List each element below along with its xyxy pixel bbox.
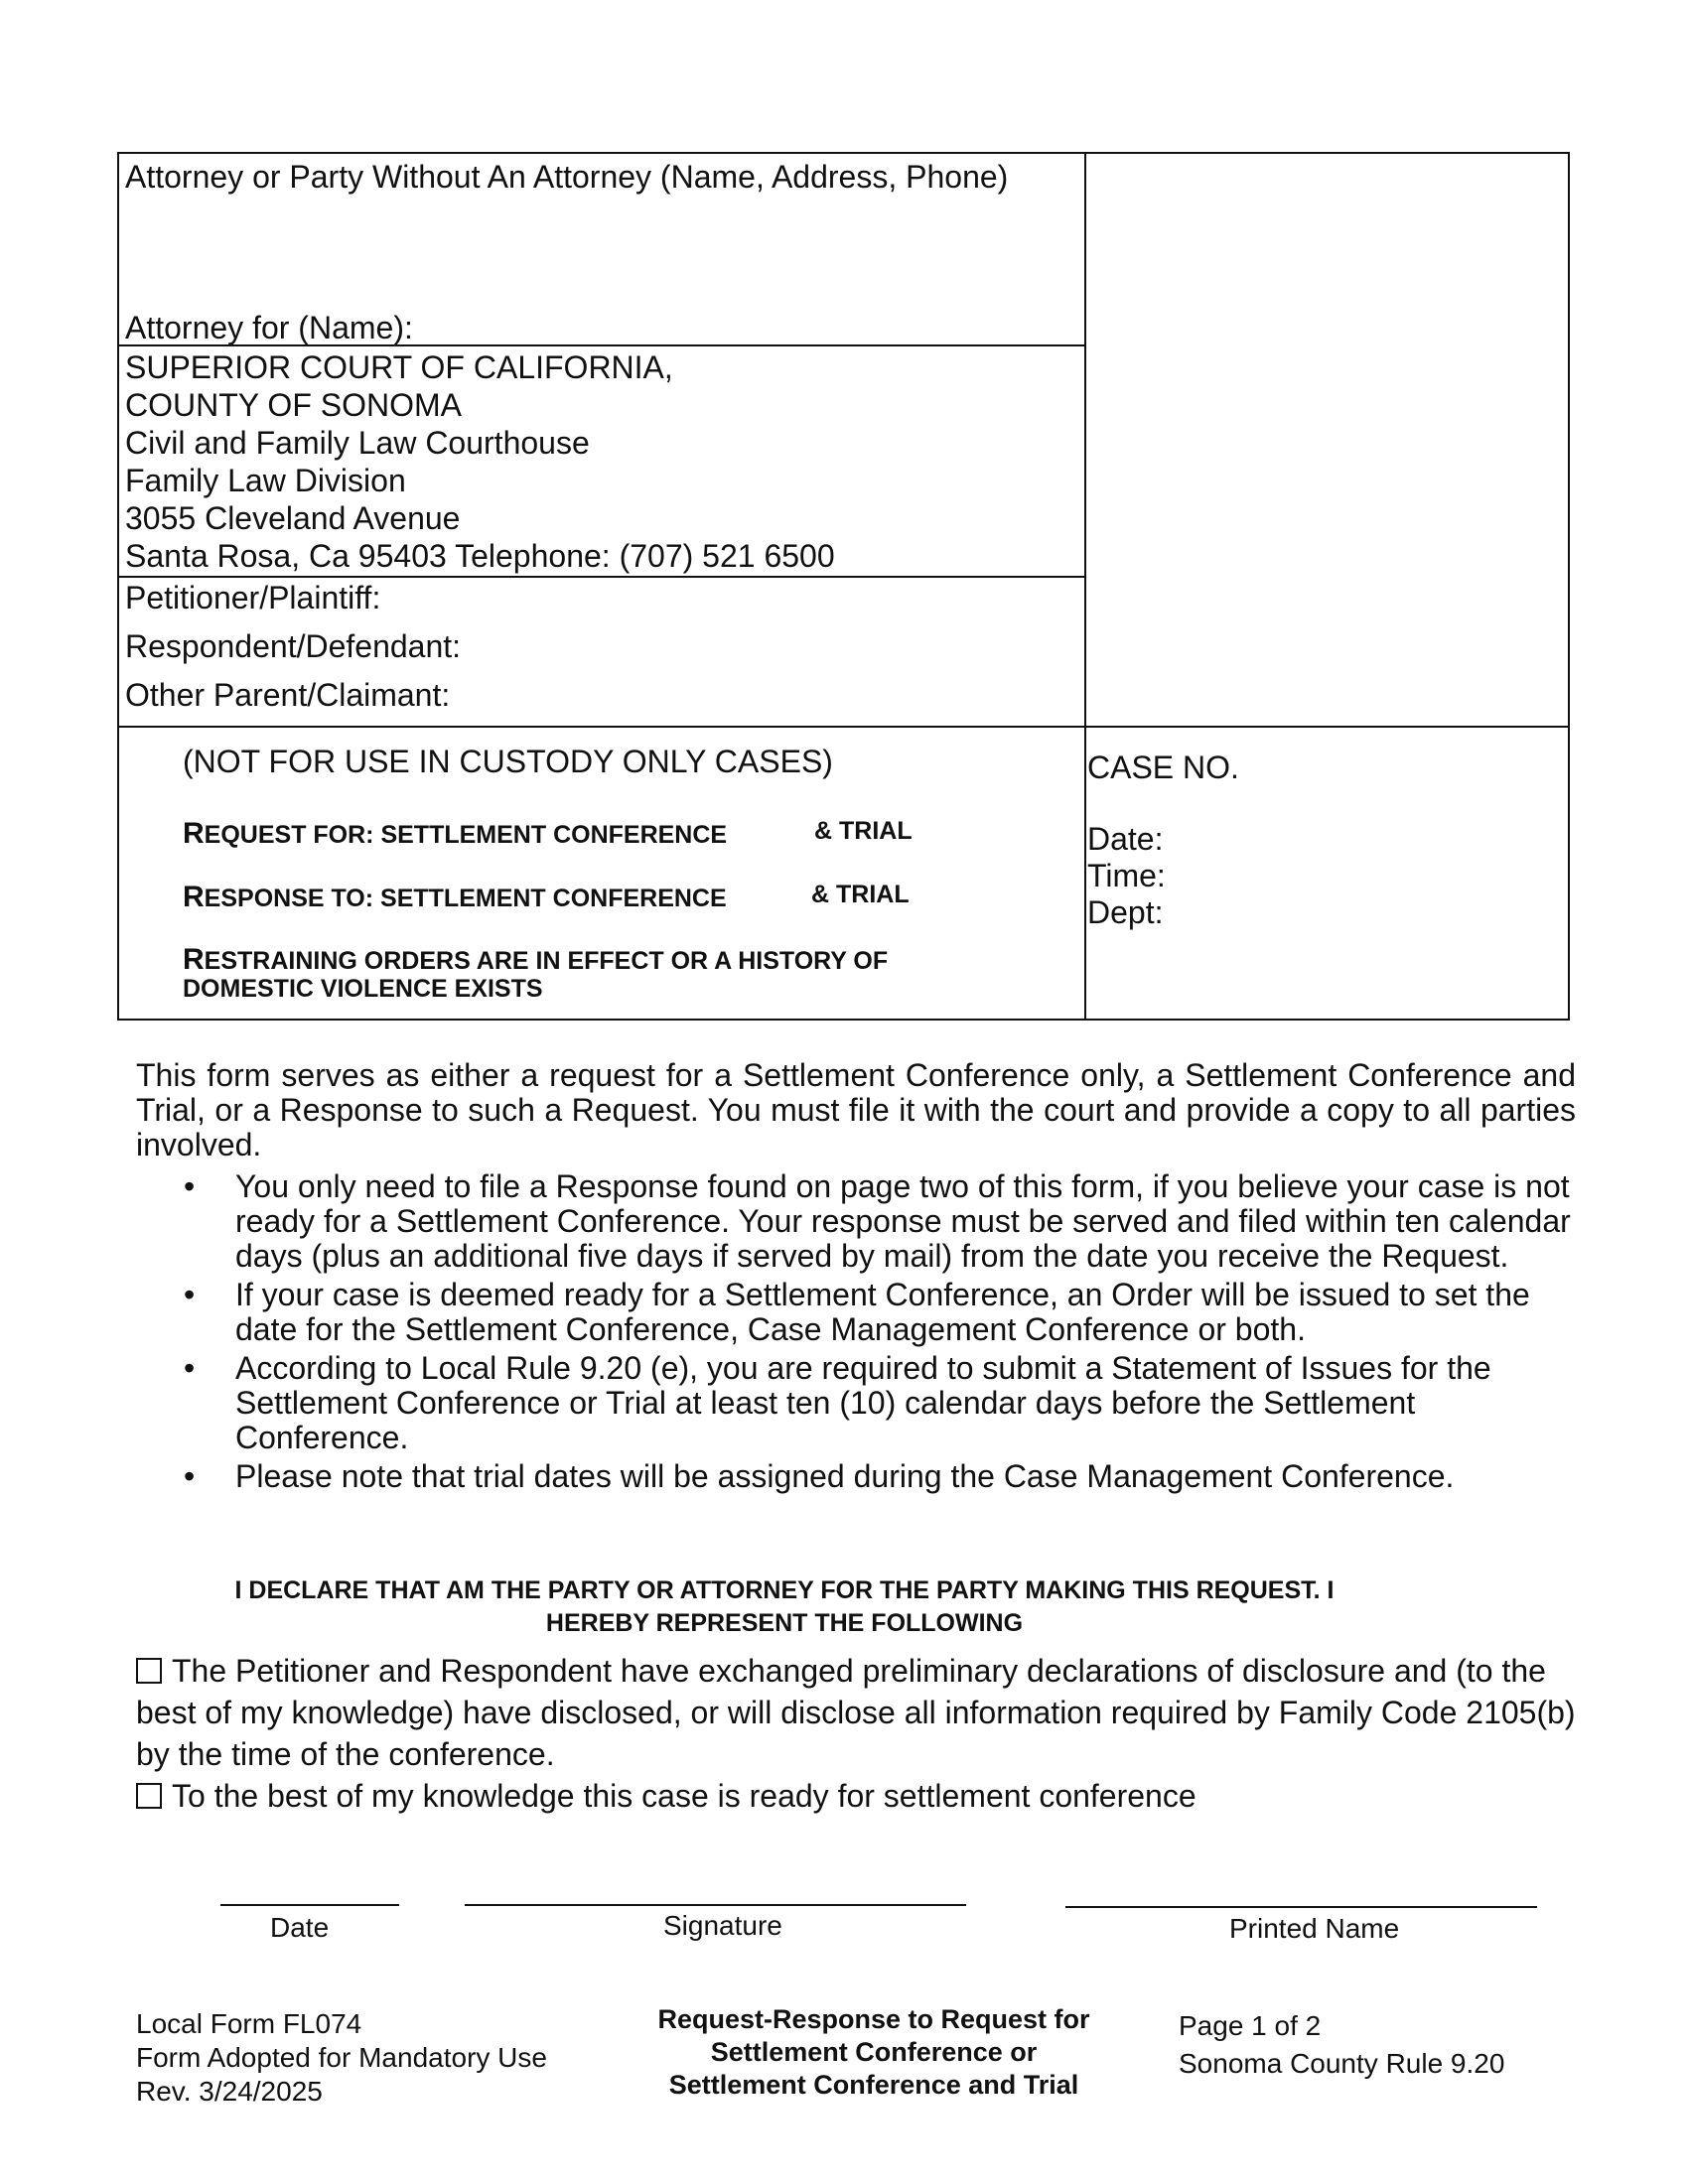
disclosure-checkbox-item [136,1650,1576,1775]
declaration-line1: I DECLARE THAT AM THE PARTY OR ATTORNEY FOR THE PARTY MAKING THIS REQUEST. I [234,1576,1335,1604]
footer-form-info [136,2007,547,2109]
other-parent-label: Other Parent/Claimant: [125,677,451,713]
attorney-header: Attorney or Party Without An Attorney (Name, Address, Phone) [125,159,1009,195]
date-line[interactable] [220,1904,399,1906]
date-label: Date: [1087,821,1164,857]
case-number-label: CASE NO. [1087,750,1239,785]
court-divider [119,576,1084,578]
attorney-for-label: Attorney for (Name): [125,310,413,345]
disclosure-checkbox-label: The Petitioner and Respondent have exchanged preliminary declarations of disclosure and (to the best of my knowledge) have disclosed, or will disclose all information required by Family Code 2105(b) by the time of the conference. [136,1653,1576,1772]
caption-table [117,152,1570,1021]
printed-name-field-label: Printed Name [1229,1913,1400,1944]
request-for-line [183,817,913,851]
restraining-initial: R [183,943,205,976]
ready-checkbox-item [136,1775,1576,1817]
restraining-line1: ESTRAINING ORDERS ARE IN EFFECT OR A HISTORY OF [204,947,889,975]
court-line: COUNTY OF SONOMA [125,387,462,423]
disclosure-checkbox[interactable] [136,1658,162,1684]
request-initial: R [183,817,205,850]
time-label: Time: [1087,858,1166,893]
declaration-line2: HEREBY REPRESENT THE FOLLOWING [545,1609,1024,1637]
form-number: Local Form FL074 [136,2008,362,2039]
bullet-icon: • [184,1458,196,1494]
form-title-line: Settlement Conference or [710,2037,1038,2067]
court-address [125,348,835,575]
bullet-icon: • [184,1168,196,1204]
form-title-line: Settlement Conference and Trial [668,2070,1079,2100]
hearing-info [1087,821,1166,931]
response-trial-text: & TRIAL [811,881,910,908]
list-item: • You only need to file a Response found on page two of this form, if you believe your case is not ready for a Settlement Conference. Your response must be served and filed within ten calendar days (plus an additional five days if served by mail) from the date you receive the Request. [184,1168,1571,1274]
ready-checkbox-label: To the best of my knowledge this case is ready for settlement conference [172,1778,1196,1814]
rule-reference: Sonoma County Rule 9.20 [1179,2048,1505,2079]
bullet-icon: • [184,1350,196,1386]
footer-form-title [596,2003,1152,2102]
date-field-label: Date [270,1912,330,1943]
caption-divider [119,726,1568,728]
instructions-list [136,1169,1576,1498]
response-initial: R [183,881,205,913]
request-trial-text: & TRIAL [814,817,913,845]
intro-paragraph: This form serves as either a request for a Settlement Conference only, a Settlement Conference and Trial, or a Response to such a Request. You must file it with the court and provide a copy to all parties involved. [136,1057,1576,1162]
restraining-orders-notice [183,943,889,1003]
list-item: • Please note that trial dates will be assigned during the Case Management Conference. [184,1458,1455,1494]
ready-checkbox[interactable] [136,1783,162,1809]
form-title-line: Request-Response to Request for [657,2004,1090,2034]
custody-notice: (NOT FOR USE IN CUSTODY ONLY CASES) [183,744,833,779]
response-to-text: ESPONSE TO: SETTLEMENT CONFERENCE [204,885,727,912]
bullet-icon: • [184,1277,196,1312]
list-item: • According to Local Rule 9.20 (e), you are required to submit a Statement of Issues for the Settlement Conference or Trial at least ten (10) calendar days before the Settlement Conference. [184,1350,1491,1455]
printed-name-line[interactable] [1065,1906,1537,1908]
court-line: Family Law Division [125,463,406,498]
page-number: Page 1 of 2 [1179,2010,1322,2041]
court-line: Civil and Family Law Courthouse [125,425,590,461]
restraining-line2: DOMESTIC VIOLENCE EXISTS [183,975,543,1003]
list-item: • If your case is deemed ready for a Settlement Conference, an Order will be issued to set the date for the Settlement Conference, Case Management Conference or both. [184,1277,1530,1347]
response-to-line [183,881,910,914]
declaration-heading [169,1574,1400,1640]
dept-label: Dept: [1087,894,1164,930]
form-adopted: Form Adopted for Mandatory Use [136,2042,547,2073]
respondent-label: Respondent/Defendant: [125,628,462,664]
signature-line[interactable] [465,1904,966,1906]
petitioner-label: Petitioner/Plaintiff: [125,580,381,615]
signature-field-label: Signature [663,1910,782,1941]
form-revision: Rev. 3/24/2025 [136,2076,323,2107]
court-line: 3055 Cleveland Avenue [125,500,461,536]
request-for-text: EQUEST FOR: SETTLEMENT CONFERENCE [204,821,728,849]
court-line: Santa Rosa, Ca 95403 Telephone: (707) 521 6500 [125,538,835,574]
column-divider [1084,154,1086,1019]
court-line: SUPERIOR COURT OF CALIFORNIA, [125,349,673,385]
footer-page-info [1179,2007,1504,2083]
